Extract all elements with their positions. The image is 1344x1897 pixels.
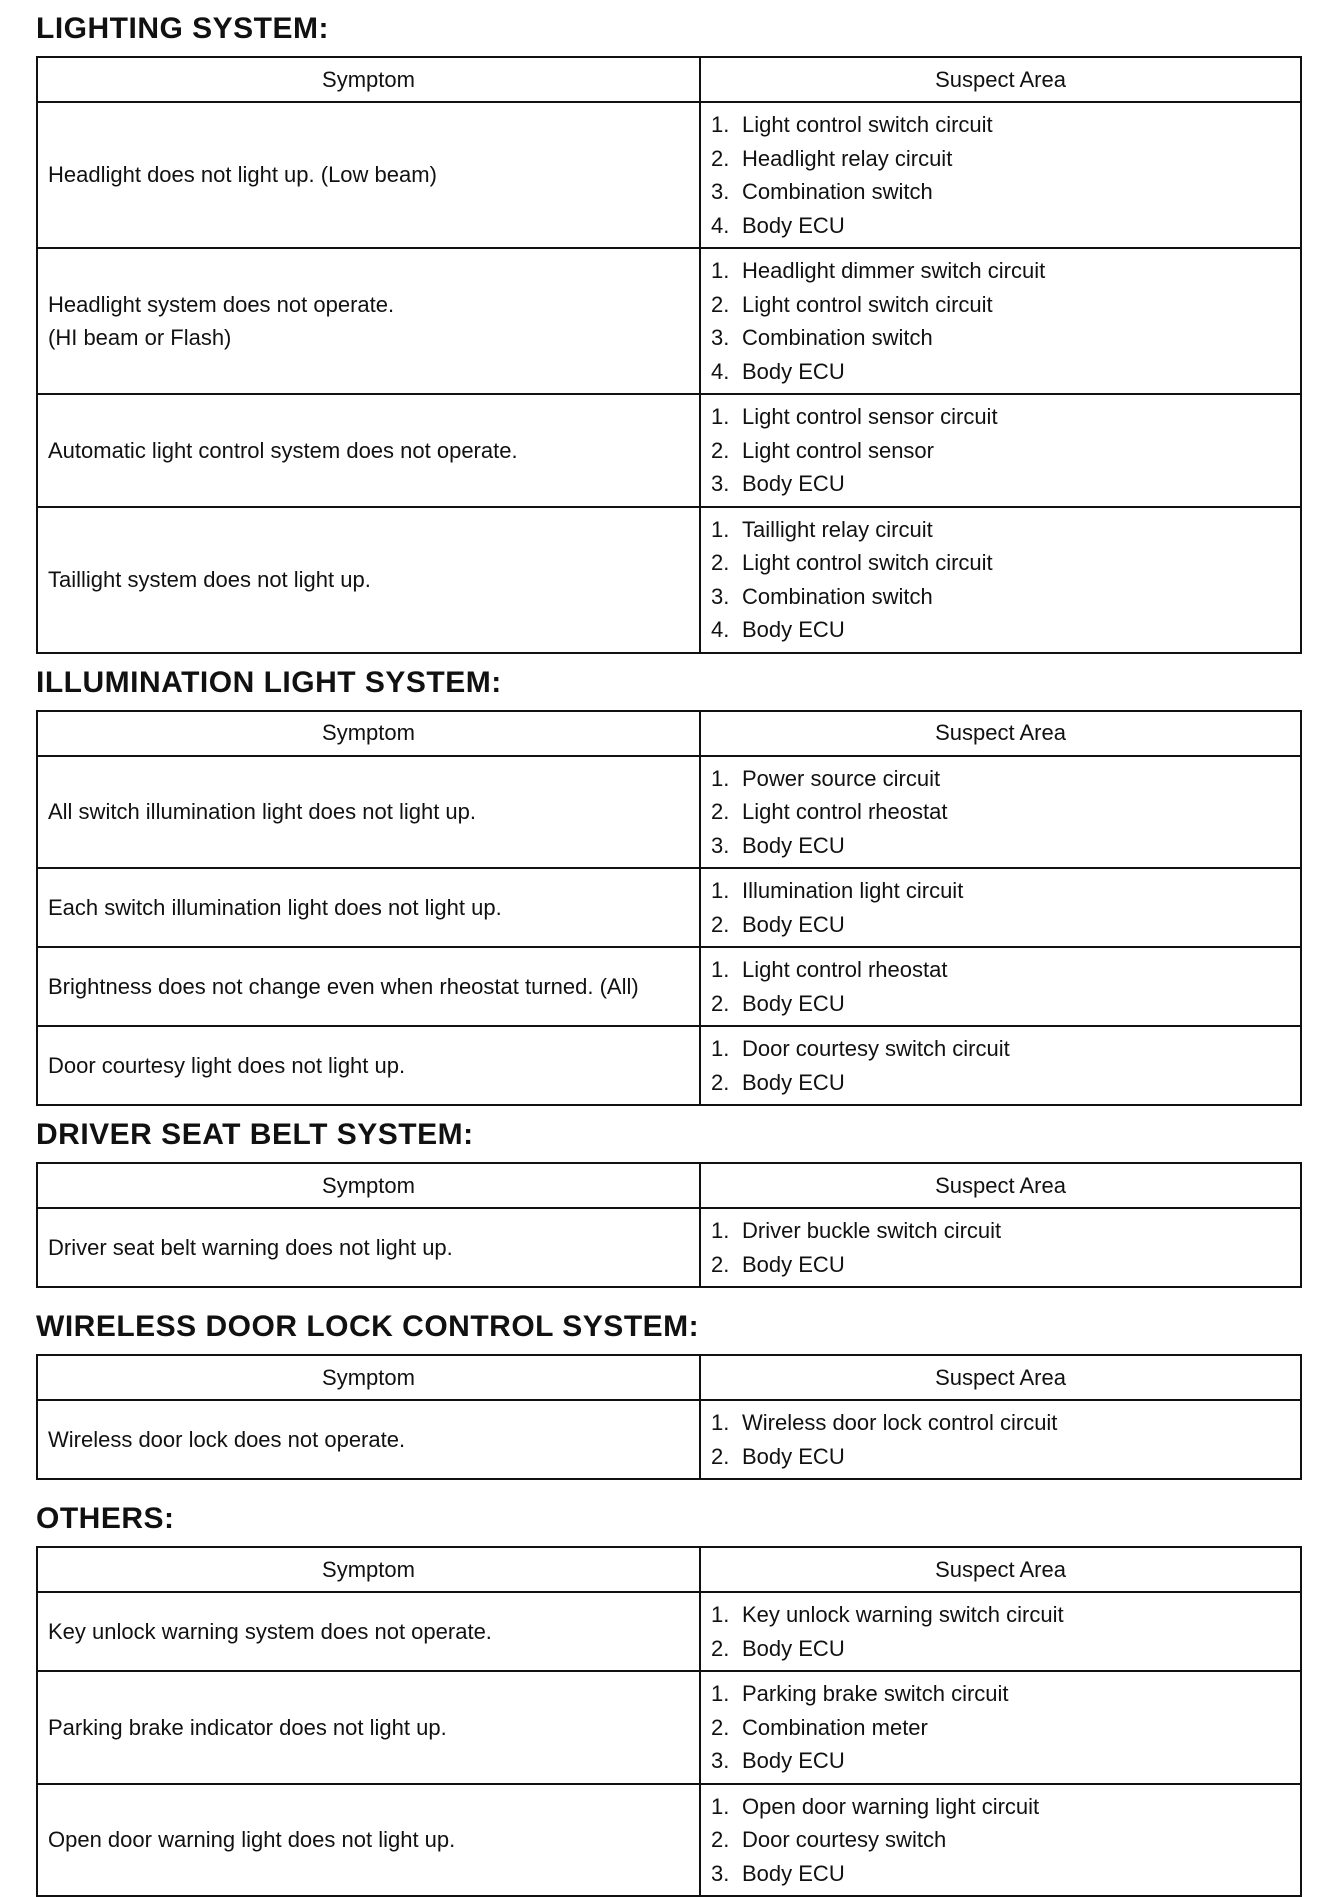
symptom-table xyxy=(36,1354,1302,1480)
suspect-area-cell xyxy=(700,756,1301,869)
suspect-area-list xyxy=(711,1214,1300,1281)
symptom-text: Taillight system does not light up. xyxy=(48,566,371,592)
item-text: Body ECU xyxy=(742,471,845,496)
suspect-area-item xyxy=(711,1440,1300,1474)
suspect-area-item xyxy=(711,829,1300,863)
item-text: Body ECU xyxy=(742,358,845,384)
symptom-cell xyxy=(37,507,700,653)
suspect-area-item xyxy=(711,1598,1300,1632)
symptom-cell xyxy=(37,394,700,507)
item-number: 1. xyxy=(711,404,730,429)
section-title: OTHERS: xyxy=(36,1502,175,1535)
section-title: DRIVER SEAT BELT SYSTEM: xyxy=(36,1118,474,1151)
symptom-text: Key unlock warning system does not operate. xyxy=(48,1618,492,1644)
symptom-text: Each switch illumination light does not light up. xyxy=(48,894,502,920)
suspect-area-item xyxy=(711,1857,1300,1891)
table-row xyxy=(37,394,1301,507)
suspect-area-cell xyxy=(700,1592,1301,1671)
item-number: 2. xyxy=(711,1827,730,1852)
table-row xyxy=(37,1400,1301,1479)
suspect-area-list xyxy=(711,874,1300,941)
suspect-area-item xyxy=(711,987,1300,1021)
symptom-cell xyxy=(37,1026,700,1105)
item-number: 3. xyxy=(711,832,730,858)
header-symptom: Symptom xyxy=(37,711,700,756)
suspect-area-list xyxy=(711,953,1300,1020)
table-row xyxy=(37,868,1301,947)
item-number: 2. xyxy=(711,1069,730,1095)
suspect-area-item xyxy=(711,142,1300,176)
table-row xyxy=(37,1208,1301,1287)
symptom-text: Open door warning light does not light up. xyxy=(48,1827,456,1852)
table-header-row xyxy=(37,57,1301,102)
item-number: 3. xyxy=(711,325,730,350)
symptom-cell xyxy=(37,102,700,248)
suspect-area-item xyxy=(711,400,1300,434)
item-number: 2. xyxy=(711,799,730,824)
item-number: 2. xyxy=(711,911,730,937)
suspect-area-cell xyxy=(700,1026,1301,1105)
item-number: 3. xyxy=(711,179,730,204)
suspect-area-cell xyxy=(700,868,1301,947)
item-number: 3. xyxy=(711,1860,730,1886)
item-number: 3. xyxy=(711,1748,730,1773)
suspect-area-cell xyxy=(700,947,1301,1026)
item-text: Light control rheostat xyxy=(742,799,948,824)
symptom-text: All switch illumination light does not light up. xyxy=(48,799,477,824)
item-text: Light control rheostat xyxy=(742,957,948,982)
item-number: 2. xyxy=(711,1635,730,1661)
symptom-cell xyxy=(37,1784,700,1897)
suspect-area-cell xyxy=(700,248,1301,394)
item-text: Key unlock warning switch circuit xyxy=(742,1602,1064,1627)
item-number: 4. xyxy=(711,617,730,642)
header-suspect-area: Suspect Area xyxy=(700,1547,1301,1592)
suspect-area-cell xyxy=(700,1208,1301,1287)
table-row xyxy=(37,947,1301,1026)
table-row xyxy=(37,756,1301,869)
item-number: 2. xyxy=(711,990,730,1016)
symptom-table xyxy=(36,1546,1302,1897)
item-text: Door courtesy switch circuit xyxy=(742,1036,1010,1061)
suspect-area-item xyxy=(711,1711,1300,1745)
header-symptom: Symptom xyxy=(37,1355,700,1400)
symptom-table xyxy=(36,1162,1302,1288)
suspect-area-item xyxy=(711,1632,1300,1666)
symptom-cell xyxy=(37,1592,700,1671)
item-text: Taillight relay circuit xyxy=(742,516,933,542)
item-number: 2. xyxy=(711,1251,730,1277)
section-title: WIRELESS DOOR LOCK CONTROL SYSTEM: xyxy=(36,1310,700,1343)
suspect-area-item xyxy=(711,546,1300,580)
suspect-area-item xyxy=(711,613,1300,647)
symptom-table xyxy=(36,710,1302,1107)
item-number: 1. xyxy=(711,1218,730,1243)
item-text: Body ECU xyxy=(742,1860,845,1886)
symptom-cell xyxy=(37,868,700,947)
item-number: 4. xyxy=(711,212,730,238)
item-number: 2. xyxy=(711,1714,730,1740)
symptom-text: Door courtesy light does not light up. xyxy=(48,1052,406,1078)
troubleshooting-document xyxy=(36,0,1300,1897)
symptom-text: (HI beam or Flash) xyxy=(48,325,232,350)
suspect-area-item xyxy=(711,1823,1300,1857)
symptom-cell xyxy=(37,756,700,869)
suspect-area-list xyxy=(711,762,1300,863)
suspect-area-item xyxy=(711,580,1300,614)
item-text: Illumination light circuit xyxy=(742,878,964,903)
suspect-area-item xyxy=(711,108,1300,142)
header-suspect-area: Suspect Area xyxy=(700,1163,1301,1208)
item-text: Body ECU xyxy=(742,1635,845,1661)
symptom-cell xyxy=(37,1671,700,1784)
suspect-area-cell xyxy=(700,1671,1301,1784)
suspect-area-item xyxy=(711,1066,1300,1100)
item-text: Light control sensor xyxy=(742,437,934,463)
item-text: Door courtesy switch xyxy=(742,1827,947,1852)
suspect-area-cell xyxy=(700,102,1301,248)
table-row xyxy=(37,1671,1301,1784)
suspect-area-item xyxy=(711,1790,1300,1824)
header-symptom: Symptom xyxy=(37,57,700,102)
item-number: 2. xyxy=(711,145,730,171)
suspect-area-item xyxy=(711,795,1300,829)
suspect-area-item xyxy=(711,1744,1300,1778)
item-number: 2. xyxy=(711,550,730,575)
suspect-area-item xyxy=(711,288,1300,322)
suspect-area-item xyxy=(711,467,1300,501)
suspect-area-item xyxy=(711,355,1300,389)
item-number: 1. xyxy=(711,957,730,982)
item-text: Headlight relay circuit xyxy=(742,145,953,171)
suspect-area-list xyxy=(711,1598,1300,1665)
item-text: Headlight dimmer switch circuit xyxy=(742,258,1046,283)
symptom-text: Automatic light control system does not operate. xyxy=(48,437,518,463)
header-suspect-area: Suspect Area xyxy=(700,711,1301,756)
item-text: Light control switch circuit xyxy=(742,112,993,137)
suspect-area-item xyxy=(711,513,1300,547)
suspect-area-item xyxy=(711,1032,1300,1066)
suspect-area-item xyxy=(711,254,1300,288)
item-number: 4. xyxy=(711,358,730,384)
item-text: Body ECU xyxy=(742,1748,845,1773)
item-text: Body ECU xyxy=(742,990,845,1016)
suspect-area-list xyxy=(711,254,1300,388)
suspect-area-list xyxy=(711,108,1300,242)
item-text: Body ECU xyxy=(742,1251,845,1277)
suspect-area-cell xyxy=(700,394,1301,507)
item-text: Combination switch xyxy=(742,325,933,350)
suspect-area-list xyxy=(711,1032,1300,1099)
item-text: Wireless door lock control circuit xyxy=(742,1410,1058,1435)
item-number: 1. xyxy=(711,258,730,283)
table-row xyxy=(37,1784,1301,1897)
item-text: Light control switch circuit xyxy=(742,291,993,317)
symptom-text: Headlight does not light up. (Low beam) xyxy=(48,162,437,188)
item-number: 1. xyxy=(711,1602,730,1627)
suspect-area-item xyxy=(711,175,1300,209)
suspect-area-item xyxy=(711,1406,1300,1440)
suspect-area-list xyxy=(711,513,1300,647)
item-text: Body ECU xyxy=(742,911,845,937)
suspect-area-list xyxy=(711,1790,1300,1891)
header-symptom: Symptom xyxy=(37,1163,700,1208)
suspect-area-item xyxy=(711,1248,1300,1282)
item-number: 1. xyxy=(711,1036,730,1061)
symptom-text: Brightness does not change even when rheostat turned. (All) xyxy=(48,973,639,999)
symptom-text: Wireless door lock does not operate. xyxy=(48,1426,406,1452)
item-text: Open door warning light circuit xyxy=(742,1793,1040,1819)
item-text: Body ECU xyxy=(742,1443,845,1469)
suspect-area-item xyxy=(711,762,1300,796)
suspect-area-cell xyxy=(700,1784,1301,1897)
item-number: 1. xyxy=(711,516,730,542)
symptom-cell xyxy=(37,1208,700,1287)
item-text: Body ECU xyxy=(742,617,845,642)
symptom-text: Driver seat belt warning does not light up. xyxy=(48,1234,453,1260)
section-title: LIGHTING SYSTEM: xyxy=(36,12,329,45)
header-symptom: Symptom xyxy=(37,1547,700,1592)
item-text: Combination meter xyxy=(742,1714,928,1740)
header-suspect-area: Suspect Area xyxy=(700,57,1301,102)
symptom-table xyxy=(36,56,1302,654)
item-number: 2. xyxy=(711,1443,730,1469)
symptom-cell xyxy=(37,248,700,394)
suspect-area-item xyxy=(711,321,1300,355)
item-text: Body ECU xyxy=(742,212,845,238)
item-number: 1. xyxy=(711,1410,730,1435)
table-header-row xyxy=(37,1163,1301,1208)
item-number: 2. xyxy=(711,291,730,317)
suspect-area-item xyxy=(711,908,1300,942)
suspect-area-cell xyxy=(700,1400,1301,1479)
item-text: Parking brake switch circuit xyxy=(742,1681,1009,1706)
item-number: 3. xyxy=(711,583,730,609)
table-row xyxy=(37,1592,1301,1671)
item-number: 1. xyxy=(711,1681,730,1706)
table-row xyxy=(37,248,1301,394)
suspect-area-item xyxy=(711,1677,1300,1711)
header-suspect-area: Suspect Area xyxy=(700,1355,1301,1400)
suspect-area-list xyxy=(711,400,1300,501)
item-text: Body ECU xyxy=(742,1069,845,1095)
item-text: Power source circuit xyxy=(742,765,941,791)
table-header-row xyxy=(37,1355,1301,1400)
suspect-area-item xyxy=(711,434,1300,468)
section-title: ILLUMINATION LIGHT SYSTEM: xyxy=(36,665,502,699)
item-number: 1. xyxy=(711,1793,730,1819)
suspect-area-list xyxy=(711,1406,1300,1473)
table-row xyxy=(37,102,1301,248)
table-header-row xyxy=(37,711,1301,756)
suspect-area-item xyxy=(711,1214,1300,1248)
table-row xyxy=(37,507,1301,653)
symptom-cell xyxy=(37,1400,700,1479)
item-text: Body ECU xyxy=(742,832,845,858)
suspect-area-list xyxy=(711,1677,1300,1778)
symptom-cell xyxy=(37,947,700,1026)
item-number: 3. xyxy=(711,471,730,496)
item-number: 2. xyxy=(711,437,730,463)
suspect-area-cell xyxy=(700,507,1301,653)
item-text: Driver buckle switch circuit xyxy=(742,1218,1002,1243)
item-number: 1. xyxy=(711,765,730,791)
item-number: 1. xyxy=(711,878,730,903)
symptom-text: Headlight system does not operate. xyxy=(48,291,395,317)
item-text: Combination switch xyxy=(742,583,933,609)
suspect-area-item xyxy=(711,209,1300,243)
item-text: Combination switch xyxy=(742,179,933,204)
table-header-row xyxy=(37,1547,1301,1592)
table-row xyxy=(37,1026,1301,1105)
suspect-area-item xyxy=(711,874,1300,908)
symptom-text: Parking brake indicator does not light up. xyxy=(48,1714,447,1740)
suspect-area-item xyxy=(711,953,1300,987)
item-number: 1. xyxy=(711,112,730,137)
item-text: Light control sensor circuit xyxy=(742,404,998,429)
item-text: Light control switch circuit xyxy=(742,550,993,575)
